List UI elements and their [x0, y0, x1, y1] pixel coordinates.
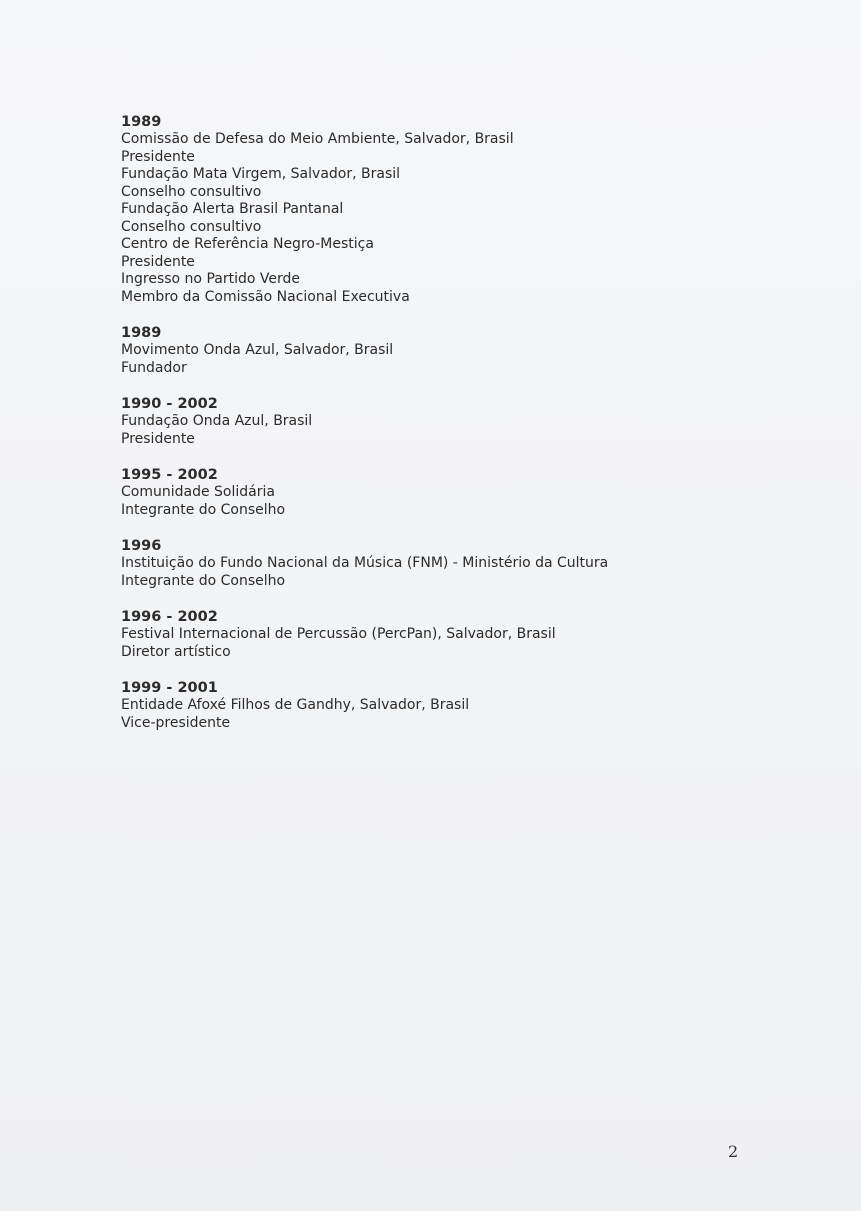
- entry-line: Fundação Alerta Brasil Pantanal: [121, 201, 344, 217]
- entry-line: Conselho consultivo: [121, 218, 262, 235]
- entry: [121, 113, 761, 306]
- entry-line: Integrante do Conselho: [121, 572, 286, 589]
- entry-line: Membro da Comissão Nacional Executiva: [121, 288, 410, 305]
- entry-line: Comissão de Defesa do Meio Ambiente, Salvador, Brasil: [121, 131, 514, 147]
- entry-line: Centro de Referência Negro-Mestiça: [121, 236, 374, 252]
- entry-year: 1996: [121, 538, 162, 554]
- entry-line: Comunidade Solidária: [121, 484, 275, 500]
- entry-line: Presidente: [121, 253, 195, 270]
- entry: [121, 395, 761, 448]
- entry-year: 1989: [121, 114, 162, 130]
- entry-line: Fundação Onda Azul, Brasil: [121, 413, 313, 429]
- entry: [121, 324, 761, 377]
- entry-line: Integrante do Conselho: [121, 501, 286, 518]
- entry-line: Presidente: [121, 430, 195, 447]
- entry-year: 1996 - 2002: [121, 609, 218, 625]
- entry-line: Ingresso no Partido Verde: [121, 271, 300, 287]
- entry: [121, 679, 761, 732]
- document-content: [121, 113, 761, 750]
- entry-year: 1989: [121, 325, 162, 341]
- page-number: 2: [728, 1142, 739, 1161]
- entry: [121, 466, 761, 519]
- entry-line: Festival Internacional de Percussão (PercPan), Salvador, Brasil: [121, 626, 556, 642]
- entry-line: Entidade Afoxé Filhos de Gandhy, Salvador, Brasil: [121, 697, 470, 713]
- entry: [121, 537, 761, 590]
- entry-line: Movimento Onda Azul, Salvador, Brasil: [121, 342, 394, 358]
- entry-year: 1995 - 2002: [121, 467, 218, 483]
- entry: [121, 608, 761, 661]
- entry-year: 1990 - 2002: [121, 396, 218, 412]
- entry-line: Fundação Mata Virgem, Salvador, Brasil: [121, 166, 401, 182]
- entry-year: 1999 - 2001: [121, 680, 218, 696]
- entry-line: Fundador: [121, 359, 187, 376]
- entry-line: Instituição do Fundo Nacional da Música (FNM) - Ministério da Cultura: [121, 555, 609, 571]
- entry-line: Diretor artístico: [121, 643, 231, 660]
- entry-line: Conselho consultivo: [121, 183, 262, 200]
- entry-line: Vice-presidente: [121, 714, 231, 731]
- entry-line: Presidente: [121, 148, 195, 165]
